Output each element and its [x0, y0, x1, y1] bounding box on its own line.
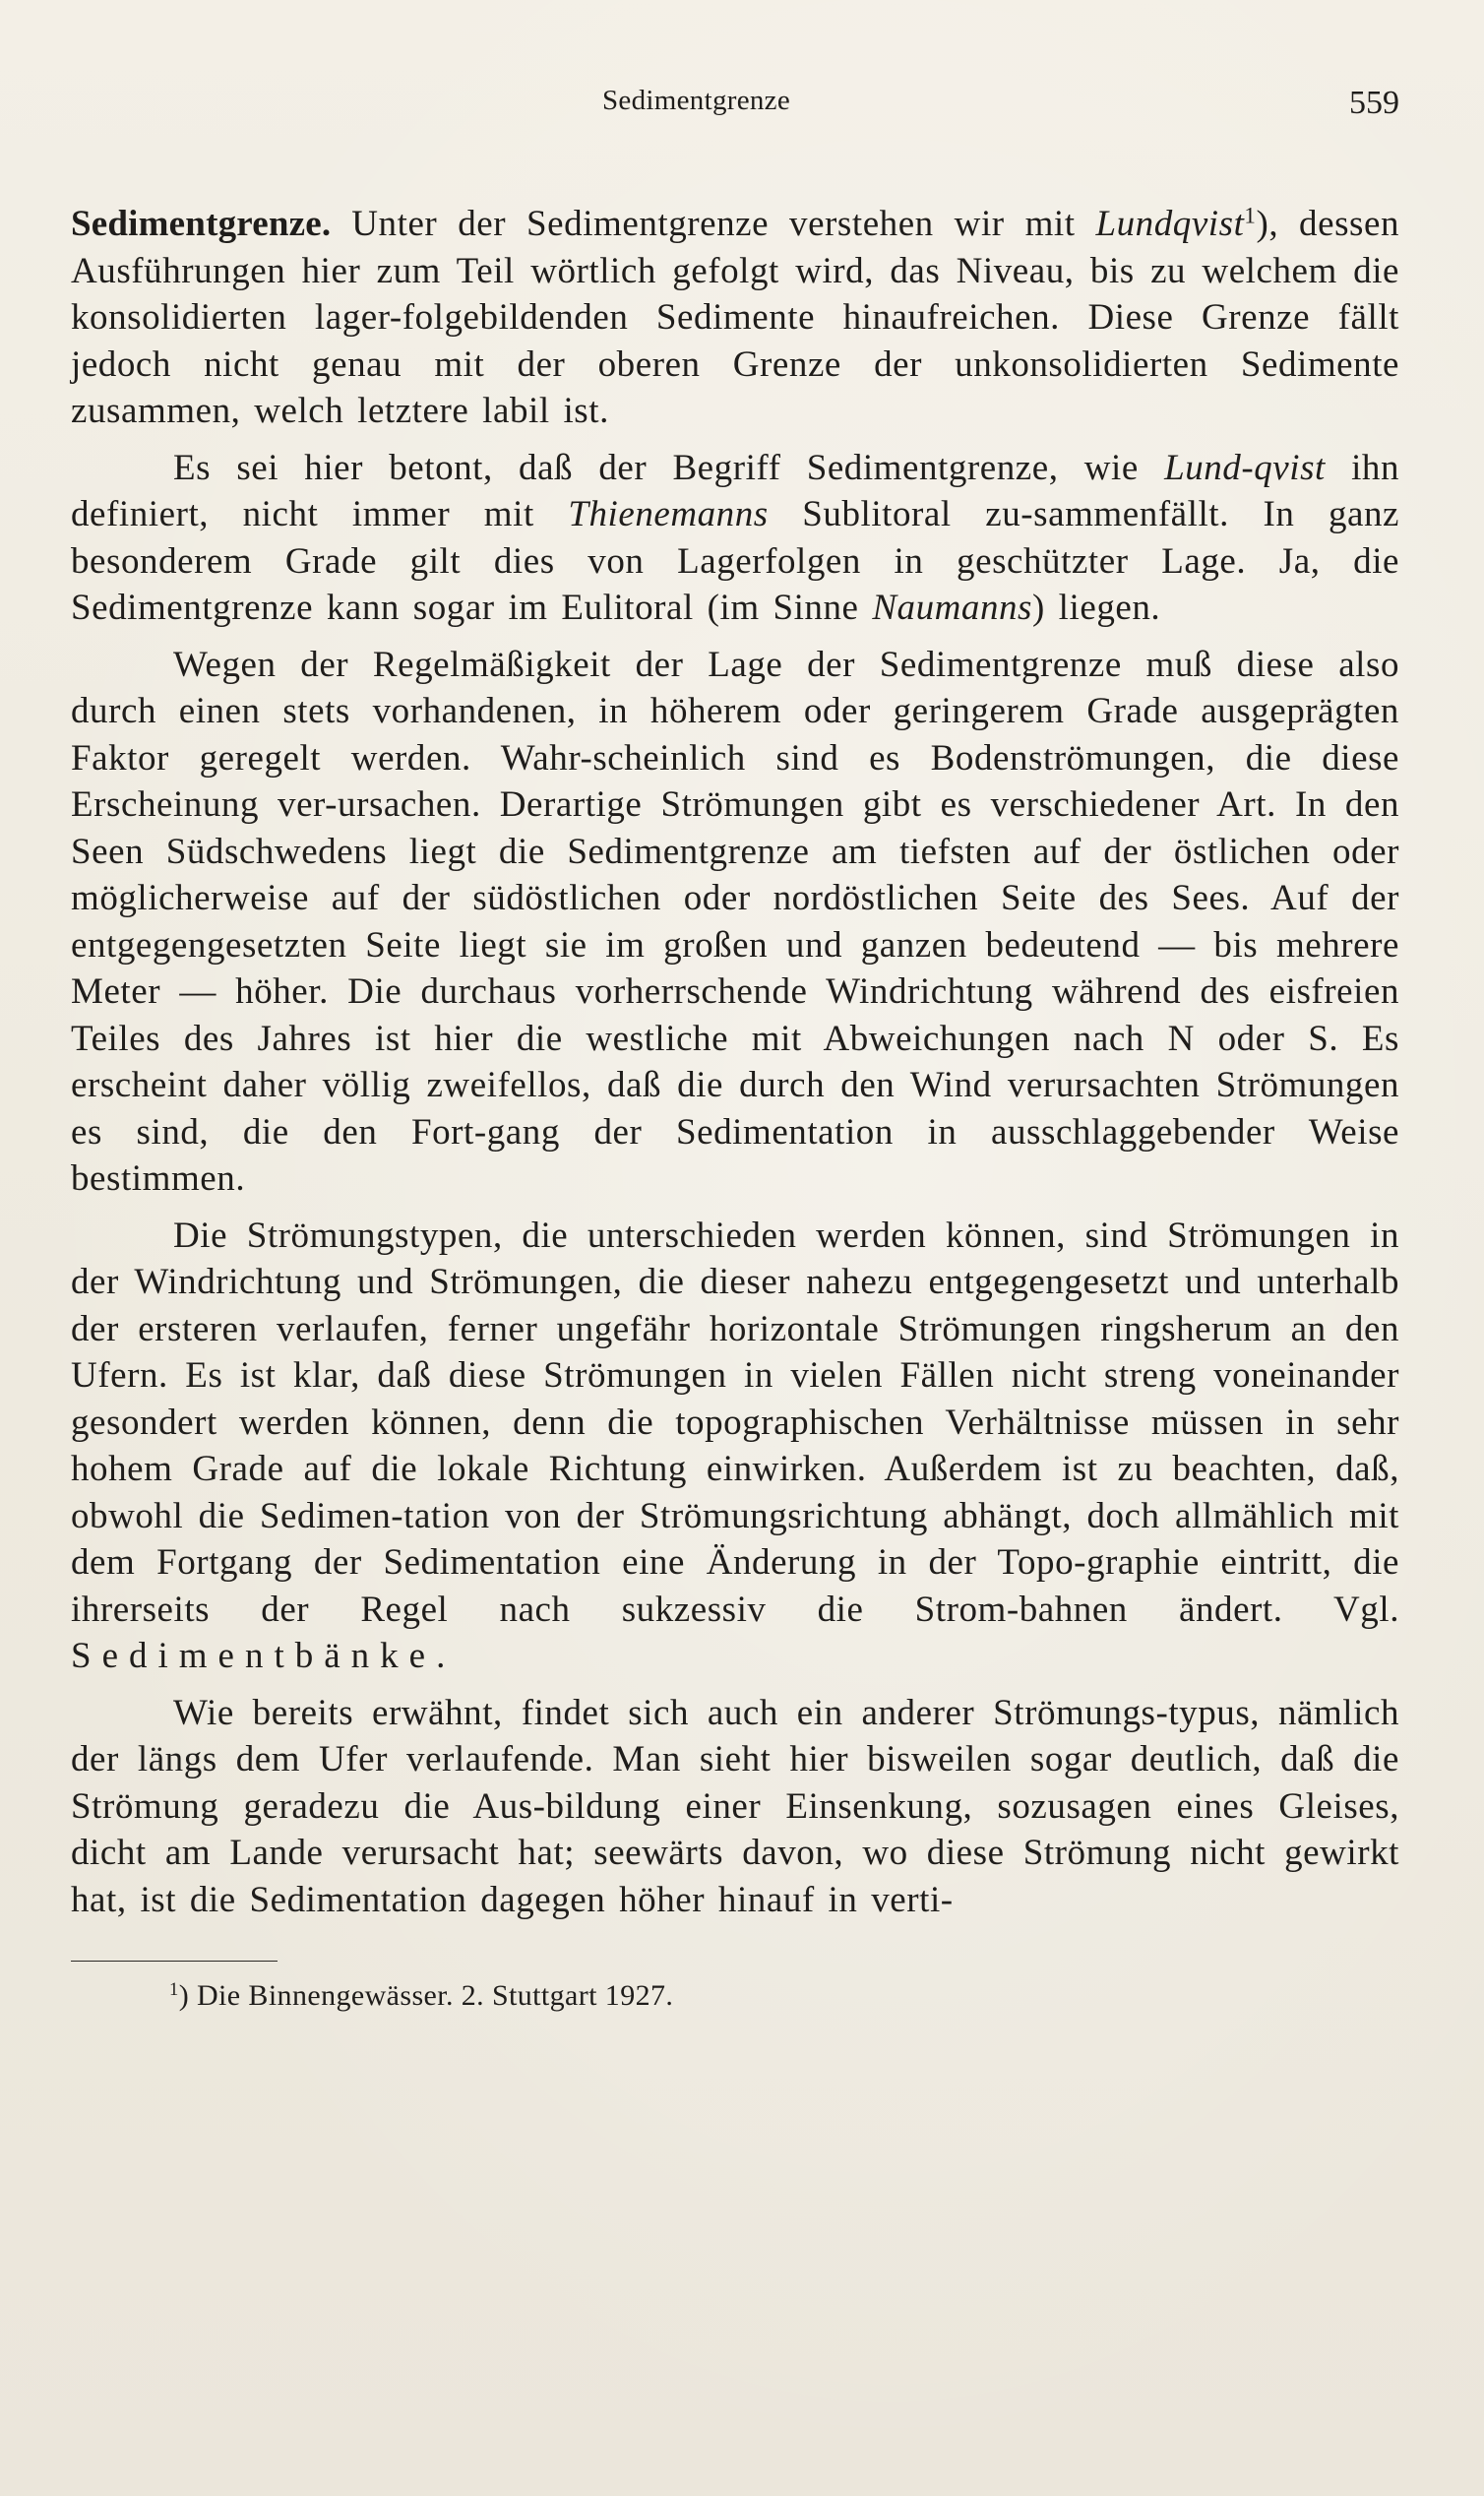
text-segment: . — [436, 1636, 446, 1676]
text-segment: Unter der Sedimentgrenze verstehen wir mit — [331, 204, 1096, 244]
text-segment: ) liegen. — [1032, 588, 1161, 628]
paragraph-begriff — [71, 445, 1399, 632]
paragraph-stroemungstypen — [71, 1213, 1399, 1680]
text-segment: ), dessen Ausführungen hier zum Teil wörtlich gefolgt wird, das Niveau, bis zu welchem die konsolidierten lager-folgebildenden Sedimente hinaufreichen. Diese Grenze fällt jedoch nicht genau mit der oberen Grenze der unkonsolidierten Sedimente zusammen, welch letztere labil ist. — [71, 204, 1399, 431]
running-title: Sedimentgrenze — [602, 85, 791, 116]
page-number: 559 — [1349, 85, 1399, 121]
running-head — [71, 85, 1399, 144]
author-name: Thienemanns — [568, 494, 769, 534]
author-name: Lundqvist — [1095, 204, 1245, 244]
footnote-marker: 1 — [169, 1978, 179, 2000]
body-text — [71, 201, 1399, 1923]
text-segment: Sublitoral zu-sammenfällt. In ganz besonderem Grade gilt dies von Lagerfolgen in geschützter Lage. Ja, die Sedimentgrenze kann sogar im Eulitoral (im Sinne — [71, 494, 1399, 628]
text-segment: Die Strömungstypen, die unterschieden werden können, sind Strömungen in der Windrichtung und Strömungen, die dieser nahezu entgegengesetzt und unterhalb der ersteren verlaufen, ferner ungefähr horizontale Strömungen ringsherum an den Ufern. Es ist klar, daß diese Strömungen in vielen Fällen nicht streng voneinander gesondert werden können, denn die topographischen Verhältnisse müssen in sehr hohem Grade auf die lokale Richtung einwirken. Außerdem ist zu beachten, daß, obwohl die Sedimen-tation von der Strömungsrichtung abhängt, doch allmählich mit dem Fortgang der Sedimentation eine Änderung in der Topo-graphie eintritt, die ihrerseits der Regel nach sukzessiv die Strom-bahnen ändert. Vgl. — [71, 1215, 1399, 1630]
paragraph-sedimentgrenze-definition — [71, 201, 1399, 435]
text-segment: Wie bereits erwähnt, findet sich auch ein anderer Strömungs-typus, nämlich der längs dem Ufer verlaufende. Man sieht hier bisweilen sogar deutlich, daß die Strömung geradezu die Aus-bildung einer Einsenkung, sozusagen eines Gleises, dicht am Lande verursacht hat; seewärts davon, wo diese Strömung nicht gewirkt hat, ist die Sedimentation dagegen höher hinauf in verti- — [71, 1692, 1399, 1920]
headword: Sedimentgrenze. — [71, 204, 332, 244]
footnote-reference: 1 — [1244, 203, 1257, 228]
author-name: Naumanns — [872, 588, 1033, 628]
author-name: Lund-qvist — [1164, 447, 1326, 488]
footnote-divider — [71, 1961, 278, 1962]
text-segment: Es sei hier betont, daß der Begriff Sedimentgrenze, wie — [173, 447, 1165, 488]
footnote-text: ) Die Binnengewässer. 2. Stuttgart 1927. — [178, 1979, 674, 2012]
text-segment: ihn definiert, nicht immer mit — [71, 447, 1399, 534]
cross-reference: Sedimentbänke — [71, 1636, 437, 1676]
text-segment: Wegen der Regelmäßigkeit der Lage der Sedimentgrenze muß diese also durch einen stets vorhandenen, in höherem oder geringerem Grade ausgeprägten Faktor geregelt werden. Wahr-scheinlich sind es Bodenströmungen, die diese Erscheinung ver-ursachen. Derartige Strömungen gibt es verschiedener Art. In den Seen Südschwedens liegt die Sedimentgrenze am tiefsten auf der östlichen oder möglicherweise auf der südöstlichen oder nordöstlichen Seite des Sees. Auf der entgegengesetzten Seite liegt sie im großen und ganzen bedeutend — bis mehrere Meter — höher. Die durchaus vorherrschende Windrichtung während des eisfreien Teiles des Jahres ist hier die westliche mit Abweichungen nach N oder S. Es erscheint daher völlig zweifellos, daß die durch den Wind verursachten Strömungen es sind, die den Fort-gang der Sedimentation in ausschlaggebender Weise bestimmen. — [71, 644, 1399, 1199]
paragraph-regelmaessigkeit — [71, 642, 1399, 1203]
footnote — [71, 1977, 1399, 2015]
paragraph-ufer-stroemung — [71, 1690, 1399, 1924]
